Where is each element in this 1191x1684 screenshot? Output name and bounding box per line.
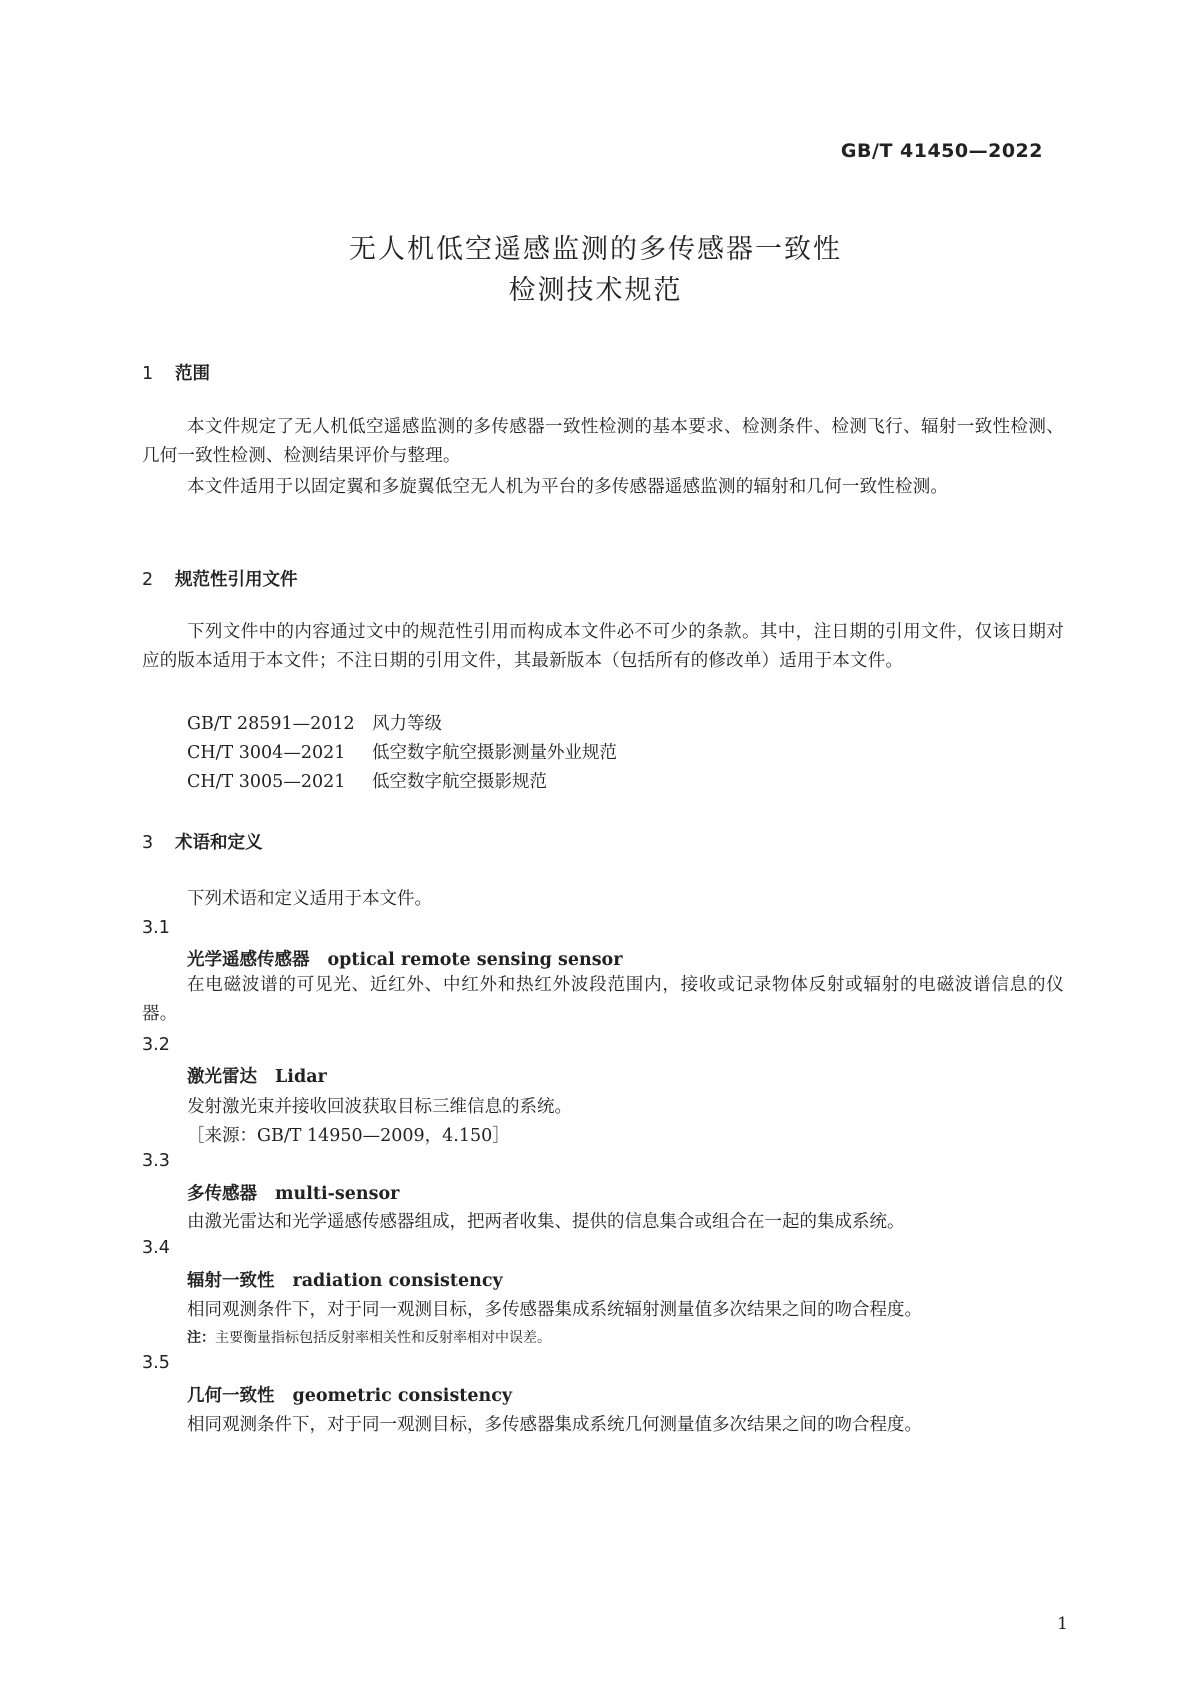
reference-code: GB/T 28591—2012 xyxy=(187,714,355,734)
reference-title: 低空数字航空摄影测量外业规范 xyxy=(372,743,617,763)
section-3-intro: 下列术语和定义适用于本文件。 xyxy=(187,889,432,909)
term-number: 3.2 xyxy=(142,1035,170,1055)
note-label: 注： xyxy=(187,1330,215,1346)
term-heading xyxy=(187,1382,512,1407)
note-text: 主要衡量指标包括反射率相关性和反射率相对中误差。 xyxy=(215,1330,551,1346)
term-note xyxy=(187,1327,551,1347)
reference-code: CH/T 3005—2021 xyxy=(187,772,346,792)
term-definition: 在电磁波谱的可见光、近红外、中红外和热红外波段范围内，接收或记录物体反射或辐射的电磁波谱信息的仪器。 xyxy=(142,975,1064,1024)
section-title: 术语和定义 xyxy=(175,833,263,853)
term-source: ［来源：GB/T 14950—2009，4.150］ xyxy=(187,1126,510,1146)
page-number: 1 xyxy=(1057,1614,1068,1634)
section-title: 范围 xyxy=(175,364,210,384)
section-2-paragraph-1: 下列文件中的内容通过文中的规范性引用而构成本文件必不可少的条款。其中，注日期的引用文件，仅该日期对应的版本适用于本文件；不注日期的引用文件，其最新版本（包括所有的修改单）适用于本文件。 xyxy=(142,622,1064,671)
term-heading xyxy=(187,1180,399,1205)
section-1-heading xyxy=(142,360,210,385)
reference-item xyxy=(187,768,547,793)
section-1-paragraph-1: 本文件规定了无人机低空遥感监测的多传感器一致性检测的基本要求、检测条件、检测飞行、辐射一致性检测、几何一致性检测、检测结果评价与整理。 xyxy=(142,417,1064,466)
term-chinese: 光学遥感传感器 xyxy=(187,950,310,970)
term-heading xyxy=(187,1267,503,1292)
reference-item xyxy=(187,739,617,764)
section-2-heading xyxy=(142,566,298,591)
term-english: radiation consistency xyxy=(292,1271,503,1291)
section-title: 规范性引用文件 xyxy=(175,570,298,590)
term-heading xyxy=(187,1063,327,1088)
term-english: geometric consistency xyxy=(292,1386,513,1406)
reference-title: 风力等级 xyxy=(372,714,442,734)
term-number: 3.4 xyxy=(142,1238,170,1258)
term-definition: 由激光雷达和光学遥感传感器组成，把两者收集、提供的信息集合或组合在一起的集成系统。 xyxy=(187,1212,905,1232)
term-definition: 发射激光束并接收回波获取目标三维信息的系统。 xyxy=(187,1097,572,1117)
section-1-paragraph-2: 本文件适用于以固定翼和多旋翼低空无人机为平台的多传感器遥感监测的辐射和几何一致性检测。 xyxy=(187,477,949,497)
reference-code: CH/T 3004—2021 xyxy=(187,743,346,763)
section-number: 1 xyxy=(142,364,154,384)
term-definition: 相同观测条件下，对于同一观测目标，多传感器集成系统几何测量值多次结果之间的吻合程度。 xyxy=(187,1415,922,1435)
term-definition: 相同观测条件下，对于同一观测目标，多传感器集成系统辐射测量值多次结果之间的吻合程度。 xyxy=(187,1300,922,1320)
reference-item xyxy=(187,710,442,735)
term-english: Lidar xyxy=(275,1067,327,1087)
document-title-line2: 检测技术规范 xyxy=(508,275,683,306)
document-number: GB/T 41450—2022 xyxy=(840,140,1043,162)
term-english: multi-sensor xyxy=(275,1184,400,1204)
term-chinese: 辐射一致性 xyxy=(187,1271,275,1291)
term-number: 3.1 xyxy=(142,918,170,938)
section-number: 2 xyxy=(142,570,154,590)
term-chinese: 多传感器 xyxy=(187,1184,257,1204)
term-number: 3.3 xyxy=(142,1151,170,1171)
document-title-line1: 无人机低空遥感监测的多传感器一致性 xyxy=(349,234,842,265)
section-3-heading xyxy=(142,829,263,854)
term-chinese: 激光雷达 xyxy=(187,1067,257,1087)
reference-title: 低空数字航空摄影规范 xyxy=(372,772,547,792)
term-english: optical remote sensing sensor xyxy=(327,950,623,970)
term-number: 3.5 xyxy=(142,1353,170,1373)
term-heading xyxy=(187,946,622,971)
term-chinese: 几何一致性 xyxy=(187,1386,275,1406)
section-number: 3 xyxy=(142,833,154,853)
